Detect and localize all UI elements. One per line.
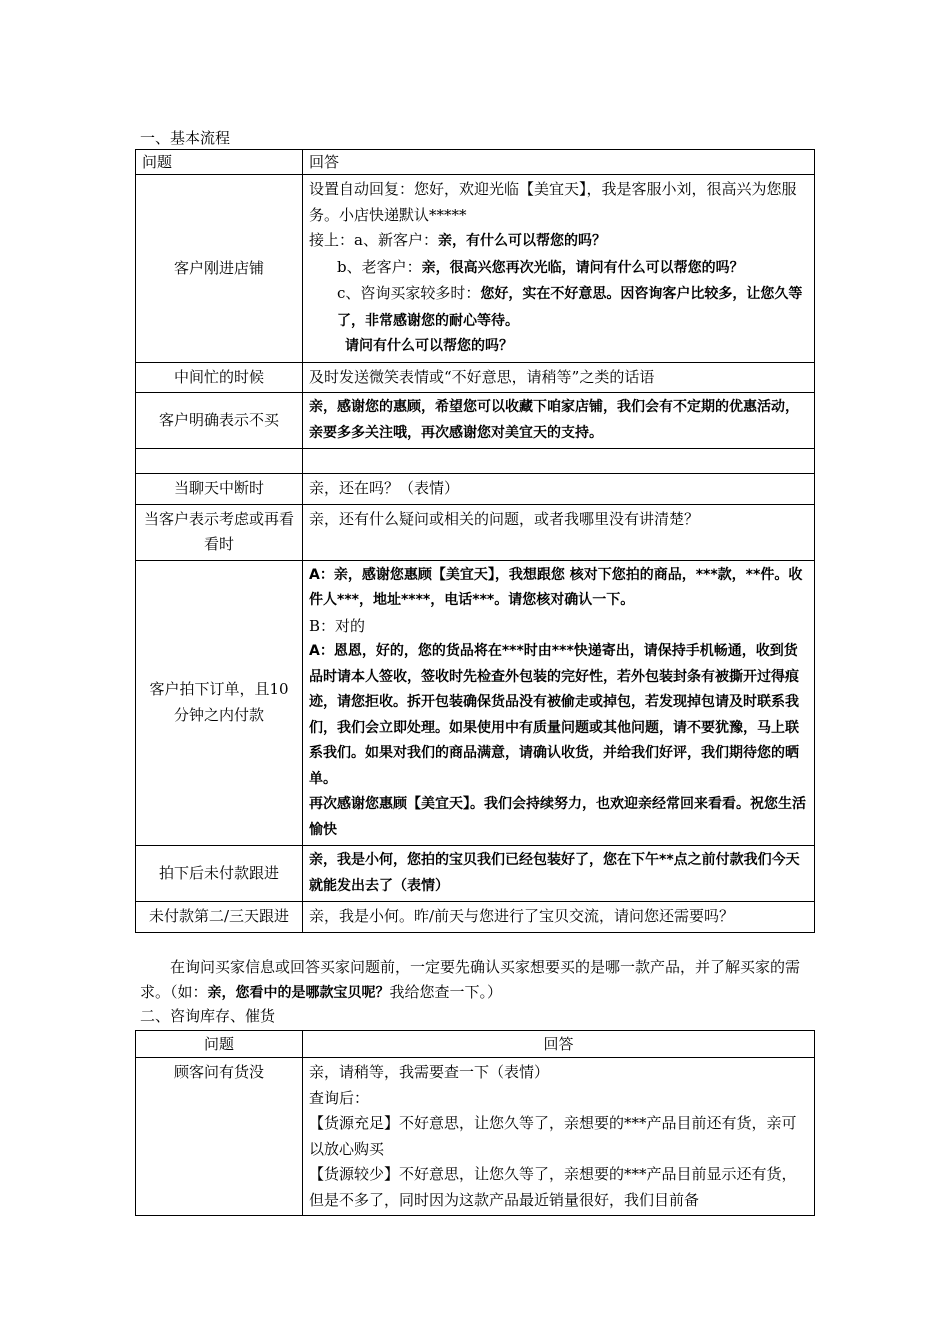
section1-title: 一、基本流程 [140, 129, 231, 147]
answer-cell [303, 175, 815, 363]
answer-cell: 亲，我是小何，您拍的宝贝我们已经包装好了，您在下午**点之前付款我们今天就能发出去了（表情） [303, 846, 815, 902]
table-row [136, 1058, 815, 1216]
table-row [136, 902, 815, 933]
new-customer-reply: 亲，有什么可以帮您的吗？ [437, 233, 606, 249]
table-row [136, 504, 815, 560]
header-question: 问题 [136, 150, 303, 175]
answer-cell: 亲，还有什么疑问或相关的问题，或者我哪里没有讲清楚？ [303, 504, 815, 560]
basic-flow-table [135, 149, 815, 933]
answer-cell [303, 449, 815, 474]
section2-title: 二、咨询库存、催货 [140, 1007, 276, 1025]
note-pre: 在询问买家信息或回答买家问题前，一定要先确认买家想要买的是哪一款产品，并了解买家的需求。（如： [140, 958, 801, 1001]
table-header-row [136, 150, 815, 175]
auto-reply-text: 设置自动回复：您好，欢迎光临【美宜天】，我是客服小刘，很高兴为您服务。小店快递默认***** [309, 180, 797, 224]
shipping-notice: A：恩恩，好的，您的货品将在***时由***快递寄出，请保持手机畅通，收到货品时请本人签收，签收时先检查外包装的完好性，若外包装封条有被撕开过得痕迹，请您拒收。拆开包装确保货品没有被偷走或掉包，若发现掉包请及时联系我们，我们会立即处理。如果使用中有质量问题或其他问题，请不要犹豫，马上联系我们。如果对我们的商品满意，请确认收货，并给我们好评，我们期待您的晒单。 [309, 643, 799, 787]
old-customer-reply: 亲，很高兴您再次光临，请问有什么可以帮您的吗？ [421, 259, 744, 276]
question-cell: 中间忙的时候 [136, 362, 303, 393]
busy-line [309, 281, 808, 334]
note-post: 我给您查一下。） [389, 983, 503, 1001]
stock-low-text: 【货源较少】不好意思，让您久等了，亲想要的***产品目前显示还有货，但是不多了，同时因为这款产品最近销量很好，我们目前备 [309, 1165, 797, 1209]
header-answer: 回答 [303, 1031, 815, 1058]
customer-reply: B：对的 [309, 616, 366, 635]
busy-reply-followup: 请问有什么可以帮您的吗？ [345, 338, 513, 354]
new-customer-label: 接上：a、新客户： [309, 231, 438, 249]
table-row-empty [136, 449, 815, 474]
question-cell: 客户刚进店铺 [136, 175, 303, 363]
busy-label: c、咨询买家较多时： [337, 284, 481, 302]
new-customer-line [309, 228, 808, 255]
stock-sufficient-text: 【货源充足】不好意思，让您久等了，亲想要的***产品目前还有货，亲可以放心购买 [309, 1114, 797, 1158]
question-cell: 拍下后未付款跟进 [136, 846, 303, 902]
table-row [136, 175, 815, 363]
table-row [136, 393, 815, 449]
thanks-text: 再次感谢您惠顾【美宜天】。我们会持续努力，也欢迎亲经常回来看看。祝您生活愉快 [309, 796, 806, 838]
question-cell: 顾客问有货没 [136, 1058, 303, 1216]
answer-cell: 及时发送微笑表情或“不好意思，请稍等”之类的话语 [303, 362, 815, 393]
question-cell: 客户明确表示不买 [136, 393, 303, 449]
table-header-row [136, 1031, 815, 1058]
confirm-order-text: A：亲，感谢您惠顾【美宜天】，我想跟您 核对下您拍的商品，***款，**件。收件人***，地址****，电话***。请您核对确认一下。 [309, 566, 803, 608]
question-cell: 客户拍下订单，且10分钟之内付款 [136, 560, 303, 846]
answer-cell: 亲，感谢您的惠顾，希望您可以收藏下咱家店铺，我们会有不定期的优惠活动，亲要多多关注哦，再次感谢您对美宜天的支持。 [303, 393, 815, 449]
note-paragraph [140, 955, 812, 1006]
header-answer: 回答 [303, 150, 815, 175]
old-customer-line [309, 255, 808, 282]
question-cell: 未付款第二/三天跟进 [136, 902, 303, 933]
answer-cell [303, 560, 815, 846]
answer-cell: 亲，还在吗？（表情） [303, 474, 815, 505]
busy-reply: 您好，实在不好意思。因咨询客户比较多，让您久等了，非常感谢您的耐心等待。 [337, 286, 803, 329]
stock-table [135, 1030, 815, 1216]
answer-cell: 亲，我是小何。昨/前天与您进行了宝贝交流，请问您还需要吗？ [303, 902, 815, 933]
question-cell [136, 449, 303, 474]
old-customer-label: b、老客户： [337, 257, 422, 276]
header-question: 问题 [136, 1031, 303, 1058]
answer-cell [303, 1058, 815, 1216]
table-row [136, 474, 815, 505]
question-cell: 当聊天中断时 [136, 474, 303, 505]
table-row [136, 846, 815, 902]
table-row [136, 362, 815, 393]
note-bold: 亲，您看中的是哪款宝贝呢？ [207, 985, 390, 1001]
question-cell: 当客户表示考虑或再看看时 [136, 504, 303, 560]
wait-text: 亲，请稍等，我需要查一下（表情） [309, 1063, 550, 1081]
after-check-label: 查询后： [309, 1088, 370, 1107]
table-row [136, 560, 815, 846]
